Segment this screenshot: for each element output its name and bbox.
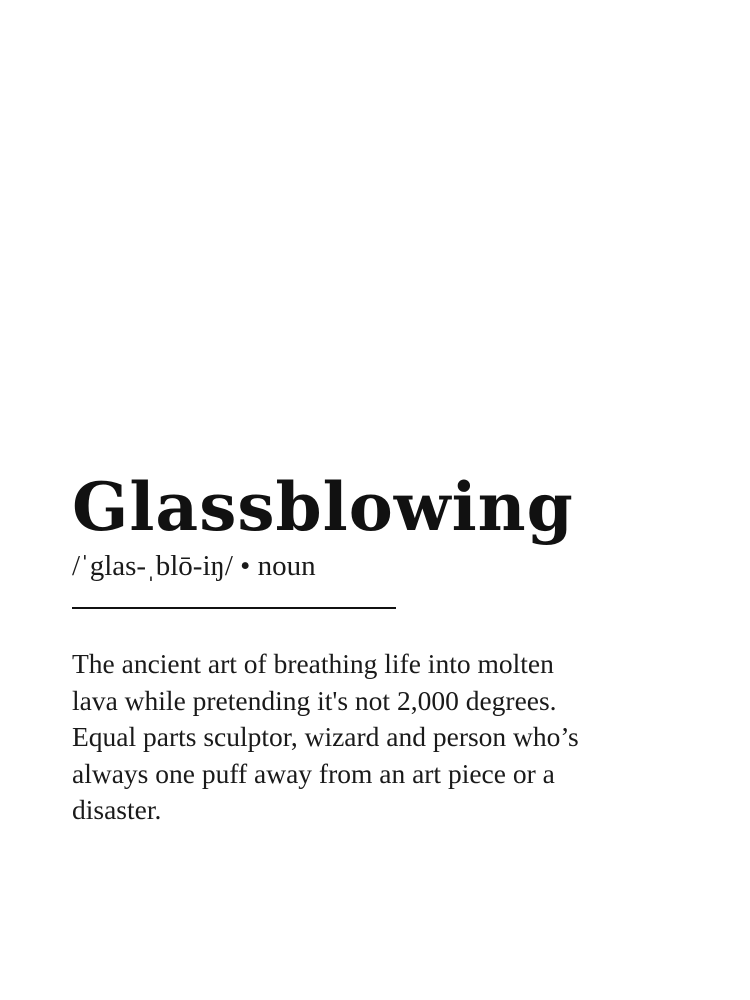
definition-line: disaster. xyxy=(72,794,162,825)
divider-rule xyxy=(72,607,396,609)
part-of-speech: noun xyxy=(257,550,316,582)
definition-text xyxy=(72,646,692,829)
dictionary-entry xyxy=(72,466,692,829)
pronunciation-line xyxy=(72,548,692,584)
entry-word: Glassblowing xyxy=(72,468,574,546)
definition-line: The ancient art of breathing life into molten xyxy=(72,648,554,679)
bullet-separator: • xyxy=(232,550,258,582)
pronunciation: /ˈglas-ˌblō-iŋ/ xyxy=(72,550,233,582)
definition-line: Equal parts sculptor, wizard and person who’s xyxy=(72,721,579,752)
definition-line: lava while pretending it's not 2,000 degrees. xyxy=(72,684,557,716)
definition-line: always one puff away from an art piece or a xyxy=(72,757,555,789)
